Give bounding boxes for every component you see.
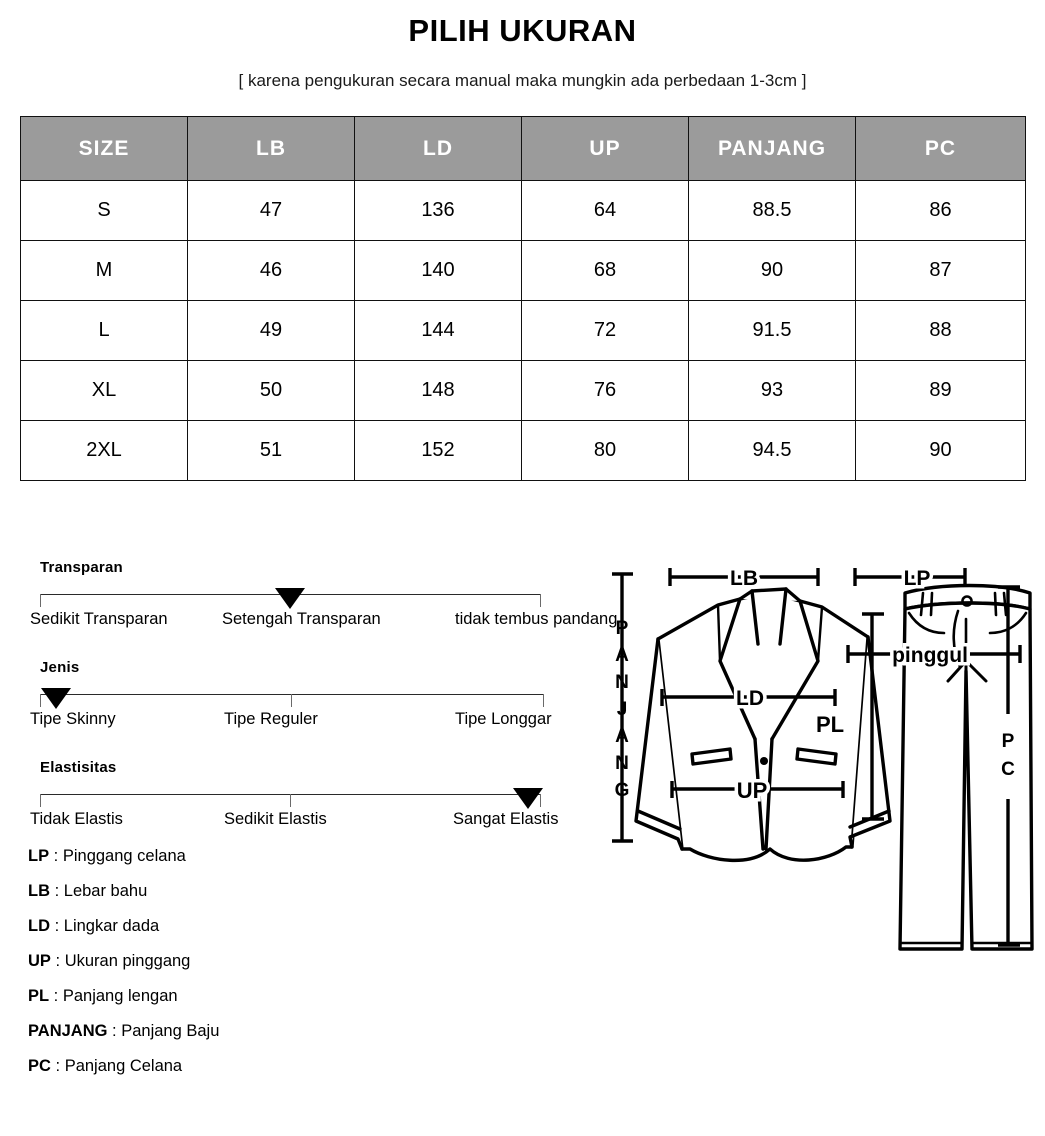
cell-lb: 46 bbox=[188, 241, 355, 301]
slider-labels-transparan bbox=[32, 610, 642, 634]
slider-tick-left bbox=[40, 594, 41, 607]
legend-item-ld bbox=[28, 917, 448, 936]
legend-desc: Ukuran pinggang bbox=[64, 952, 191, 971]
table-row bbox=[21, 361, 1026, 421]
cell-size: 2XL bbox=[21, 421, 188, 481]
table-row bbox=[21, 241, 1026, 301]
svg-text:P: P bbox=[615, 618, 629, 640]
legend-abbr: LP bbox=[28, 847, 50, 866]
cell-up: 64 bbox=[522, 181, 689, 241]
column-header-pc: PC bbox=[856, 117, 1026, 181]
legend-sep: : bbox=[50, 882, 64, 901]
slider-label-1: Sedikit Elastis bbox=[224, 810, 327, 829]
abbreviation-legend bbox=[28, 847, 448, 1092]
cell-panjang: 94.5 bbox=[689, 421, 856, 481]
legend-item-up bbox=[28, 952, 448, 971]
legend-abbr: PANJANG bbox=[28, 1022, 108, 1041]
slider-tick-left bbox=[40, 794, 41, 807]
slider-tick-right bbox=[543, 694, 544, 707]
cell-up: 80 bbox=[522, 421, 689, 481]
svg-text:A: A bbox=[615, 645, 629, 667]
label-pinggul: pinggul bbox=[892, 644, 968, 668]
cell-size: M bbox=[21, 241, 188, 301]
legend-abbr: UP bbox=[28, 952, 51, 971]
svg-text:A: A bbox=[615, 726, 629, 748]
legend-item-lp bbox=[28, 847, 448, 866]
cell-pc: 87 bbox=[856, 241, 1026, 301]
jacket-illustration bbox=[636, 589, 890, 860]
legend-abbr: PC bbox=[28, 1057, 51, 1076]
column-header-up: UP bbox=[522, 117, 689, 181]
slider-label-0: Tidak Elastis bbox=[30, 810, 123, 829]
slider-track-jenis[interactable] bbox=[32, 683, 642, 705]
page-subtitle: [ karena pengukuran secara manual maka mungkin ada perbedaan 1-3cm ] bbox=[238, 71, 807, 91]
legend-item-panjang bbox=[28, 1022, 448, 1041]
label-lb: LB bbox=[730, 567, 758, 591]
svg-text:C: C bbox=[1001, 759, 1015, 781]
cell-ld: 148 bbox=[355, 361, 522, 421]
slider-title-elastisitas: Elastisitas bbox=[40, 759, 117, 777]
column-header-ld: LD bbox=[355, 117, 522, 181]
cell-up: 76 bbox=[522, 361, 689, 421]
size-table-container bbox=[20, 116, 1025, 481]
cell-pc: 88 bbox=[856, 301, 1026, 361]
cell-pc: 90 bbox=[856, 421, 1026, 481]
legend-item-lb bbox=[28, 882, 448, 901]
legend-abbr: LD bbox=[28, 917, 50, 936]
size-table bbox=[20, 116, 1026, 481]
legend-desc: Lingkar dada bbox=[63, 917, 160, 936]
table-row bbox=[21, 421, 1026, 481]
slider-tick-right bbox=[540, 594, 541, 607]
cell-up: 68 bbox=[522, 241, 689, 301]
cell-lb: 49 bbox=[188, 301, 355, 361]
legend-desc: Panjang Celana bbox=[64, 1057, 183, 1076]
slider-elastisitas[interactable] bbox=[32, 759, 642, 831]
cell-ld: 140 bbox=[355, 241, 522, 301]
cell-pc: 89 bbox=[856, 361, 1026, 421]
page-title: PILIH UKURAN bbox=[408, 13, 637, 48]
svg-text:N: N bbox=[615, 672, 629, 694]
legend-item-pl bbox=[28, 987, 448, 1006]
legend-desc: Panjang lengan bbox=[62, 987, 178, 1006]
cell-panjang: 90 bbox=[689, 241, 856, 301]
cell-ld: 152 bbox=[355, 421, 522, 481]
slider-label-1: Setengah Transparan bbox=[222, 610, 381, 629]
svg-text:N: N bbox=[615, 753, 629, 775]
legend-sep: : bbox=[107, 1022, 122, 1041]
legend-sep: : bbox=[50, 952, 65, 971]
cell-panjang: 88.5 bbox=[689, 181, 856, 241]
svg-text:G: G bbox=[614, 780, 630, 802]
garment-measurement-diagram bbox=[600, 549, 1045, 989]
column-header-panjang: PANJANG bbox=[689, 117, 856, 181]
slider-labels-elastisitas bbox=[32, 810, 642, 834]
slider-label-2: Tipe Longgar bbox=[455, 710, 552, 729]
svg-text:P: P bbox=[1001, 731, 1015, 753]
slider-label-1: Tipe Reguler bbox=[224, 710, 318, 729]
label-panjang bbox=[615, 618, 630, 801]
cell-size: S bbox=[21, 181, 188, 241]
table-row bbox=[21, 181, 1026, 241]
cell-pc: 86 bbox=[856, 181, 1026, 241]
label-lp: LP bbox=[903, 567, 931, 591]
legend-item-pc bbox=[28, 1057, 448, 1076]
label-up: UP bbox=[736, 778, 768, 804]
cell-ld: 144 bbox=[355, 301, 522, 361]
slider-track-elastisitas[interactable] bbox=[32, 783, 642, 805]
slider-labels-jenis bbox=[32, 710, 642, 734]
slider-marker-elastisitas[interactable] bbox=[513, 788, 543, 809]
slider-title-transparan: Transparan bbox=[40, 559, 123, 577]
lower-section bbox=[0, 559, 1045, 1089]
cell-size: L bbox=[21, 301, 188, 361]
legend-abbr: PL bbox=[28, 987, 50, 1006]
label-pl: PL bbox=[815, 712, 845, 738]
cell-lb: 47 bbox=[188, 181, 355, 241]
legend-desc: Pinggang celana bbox=[62, 847, 186, 866]
table-row bbox=[21, 301, 1026, 361]
slider-label-0: Tipe Skinny bbox=[30, 710, 116, 729]
table-header-row bbox=[21, 117, 1026, 181]
slider-tick-middle bbox=[290, 794, 291, 807]
legend-abbr: LB bbox=[28, 882, 50, 901]
legend-sep: : bbox=[49, 987, 63, 1006]
legend-sep: : bbox=[50, 1057, 65, 1076]
cell-ld: 136 bbox=[355, 181, 522, 241]
slider-label-0: Sedikit Transparan bbox=[30, 610, 168, 629]
slider-jenis[interactable] bbox=[32, 659, 642, 731]
cell-up: 72 bbox=[522, 301, 689, 361]
slider-transparan[interactable] bbox=[32, 559, 642, 631]
cell-size: XL bbox=[21, 361, 188, 421]
svg-text:J: J bbox=[616, 699, 628, 721]
attribute-sliders bbox=[32, 559, 642, 859]
label-ld: LD bbox=[736, 687, 764, 711]
slider-label-2: tidak tembus pandang bbox=[455, 610, 618, 629]
slider-title-jenis: Jenis bbox=[40, 659, 80, 677]
cell-panjang: 91.5 bbox=[689, 301, 856, 361]
slider-marker-jenis[interactable] bbox=[41, 688, 71, 709]
cell-lb: 51 bbox=[188, 421, 355, 481]
legend-sep: : bbox=[50, 917, 64, 936]
legend-desc: Lebar bahu bbox=[63, 882, 148, 901]
slider-track-transparan[interactable] bbox=[32, 583, 642, 605]
slider-marker-transparan[interactable] bbox=[275, 588, 305, 609]
cell-panjang: 93 bbox=[689, 361, 856, 421]
legend-desc: Panjang Baju bbox=[121, 1022, 220, 1041]
slider-tick-middle bbox=[291, 694, 292, 707]
column-header-size: SIZE bbox=[21, 117, 188, 181]
legend-sep: : bbox=[49, 847, 63, 866]
column-header-lb: LB bbox=[188, 117, 355, 181]
cell-lb: 50 bbox=[188, 361, 355, 421]
slider-label-2: Sangat Elastis bbox=[453, 810, 559, 829]
